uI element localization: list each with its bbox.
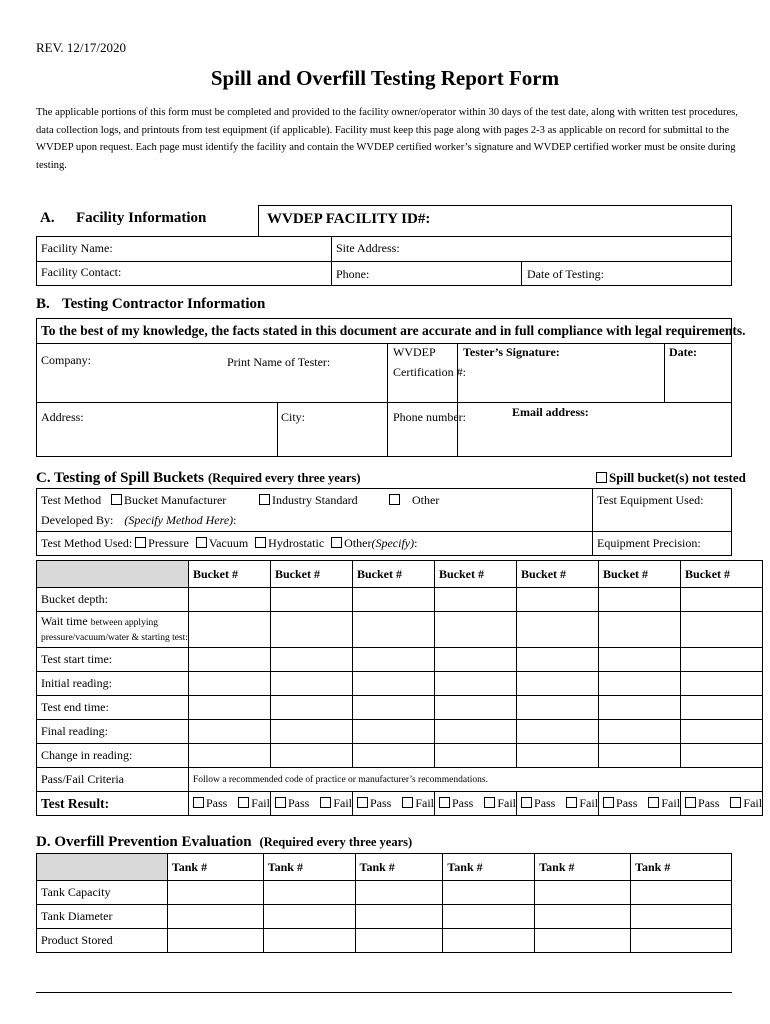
bucket-header: Bucket # xyxy=(435,561,517,588)
facility-name-field[interactable]: Facility Name: xyxy=(41,241,113,255)
address-field[interactable]: Address: xyxy=(41,410,84,424)
wait-time-label xyxy=(37,612,189,648)
input-cell[interactable] xyxy=(443,929,535,953)
facility-info-table xyxy=(36,236,732,286)
pass-checkbox[interactable] xyxy=(603,797,614,808)
wait-time-small-text: pressure/vacuum/water & starting test: xyxy=(41,632,188,643)
input-cell[interactable] xyxy=(517,672,599,696)
table-row xyxy=(37,768,763,792)
test-result-label: Test Result: xyxy=(37,792,189,816)
section-d-title: D. Overfill Prevention Evaluation xyxy=(36,834,252,850)
table-row xyxy=(37,881,732,905)
input-cell[interactable] xyxy=(599,648,681,672)
bucket-header: Bucket # xyxy=(681,561,763,588)
test-method-table xyxy=(36,488,732,556)
site-address-field[interactable]: Site Address: xyxy=(336,241,400,255)
row-label: Bucket depth: xyxy=(37,588,189,612)
tank-header-row xyxy=(37,854,732,881)
hydrostatic-label: Hydrostatic xyxy=(268,536,325,550)
input-cell[interactable] xyxy=(517,648,599,672)
city-field[interactable]: City: xyxy=(281,410,306,424)
fail-checkbox[interactable] xyxy=(566,797,577,808)
checkbox[interactable] xyxy=(111,494,122,505)
equipment-precision-field[interactable]: Equipment Precision: xyxy=(597,536,701,550)
table-row xyxy=(37,672,763,696)
table-row xyxy=(37,648,763,672)
result-cell xyxy=(681,792,763,816)
input-cell[interactable] xyxy=(167,905,263,929)
row-label: Test start time: xyxy=(37,648,189,672)
bucket-header: Bucket # xyxy=(270,561,352,588)
tester-signature-field[interactable]: Tester’s Signature: xyxy=(463,345,560,359)
facility-id-label: WVDEP FACILITY ID#: xyxy=(267,211,431,227)
test-result-row xyxy=(37,792,763,816)
fail-checkbox[interactable] xyxy=(320,797,331,808)
input-cell[interactable] xyxy=(188,612,270,648)
tank-header: Tank # xyxy=(263,854,355,881)
pass-label: Pass xyxy=(369,796,392,810)
specify-method-text: (Specify Method Here) xyxy=(124,513,234,527)
bucket-header-row xyxy=(37,561,763,588)
input-cell[interactable] xyxy=(270,648,352,672)
pass-label: Pass xyxy=(698,796,720,810)
email-field[interactable]: Email address: xyxy=(512,405,589,419)
section-d-subtitle: (Required every three years) xyxy=(259,835,413,849)
contractor-info-table xyxy=(36,318,746,457)
input-cell[interactable] xyxy=(352,672,434,696)
input-cell[interactable] xyxy=(188,696,270,720)
bucket-header: Bucket # xyxy=(599,561,681,588)
developed-by-field[interactable] xyxy=(41,513,237,528)
input-cell[interactable] xyxy=(263,905,355,929)
pass-checkbox[interactable] xyxy=(193,797,204,808)
fail-label: Fail xyxy=(251,796,270,810)
pass-checkbox[interactable] xyxy=(275,797,286,808)
section-a-letter: A. xyxy=(40,210,55,226)
row-label: Initial reading: xyxy=(37,672,189,696)
pass-checkbox[interactable] xyxy=(439,797,450,808)
input-cell[interactable] xyxy=(517,720,599,744)
intro-paragraph: The applicable portions of this form must be completed and provided to the facility owner/operator within 30 days of the test date, along with written test procedures, data collection logs, and printouts from test equipment (if applicable). Facility must keep this page along with pages 2-3 as applicable on record for submittal to the WVDEP upon request. Each page must identify the facility and contain the WVDEP certified worker’s signature and WVDEP certified worker must be onsite during testing. xyxy=(36,107,738,171)
input-cell[interactable] xyxy=(517,744,599,768)
not-tested-checkbox[interactable] xyxy=(596,472,607,483)
form-title: Spill and Overfill Testing Report Form xyxy=(210,66,560,90)
input-cell[interactable] xyxy=(681,744,763,768)
facility-id-box[interactable] xyxy=(258,205,732,237)
other-checkbox[interactable] xyxy=(331,537,342,548)
input-cell[interactable] xyxy=(631,881,732,905)
input-cell[interactable] xyxy=(270,672,352,696)
fail-label: Fail xyxy=(579,796,599,810)
section-a-title: Facility Information xyxy=(76,210,207,226)
tank-header: Tank # xyxy=(535,854,631,881)
input-cell[interactable] xyxy=(167,881,263,905)
input-cell[interactable] xyxy=(352,720,434,744)
developed-by-label: Developed By: xyxy=(41,513,114,527)
tank-header: Tank # xyxy=(355,854,443,881)
input-cell[interactable] xyxy=(443,905,535,929)
table-row xyxy=(37,744,763,768)
pass-label: Pass xyxy=(534,796,556,810)
pass-checkbox[interactable] xyxy=(685,797,696,808)
input-cell[interactable] xyxy=(631,905,732,929)
input-cell[interactable] xyxy=(517,588,599,612)
industry-standard-option[interactable] xyxy=(259,493,358,508)
section-b-letter: B. xyxy=(36,296,50,312)
input-cell[interactable] xyxy=(263,881,355,905)
section-c-heading xyxy=(36,469,361,487)
fail-label: Fail xyxy=(333,796,352,810)
footer-divider xyxy=(36,992,732,993)
pass-label: Pass xyxy=(287,796,310,810)
section-c-title: C. Testing of Spill Buckets xyxy=(36,470,204,486)
colon: : xyxy=(414,536,418,550)
bucket-header: Bucket # xyxy=(352,561,434,588)
pass-checkbox[interactable] xyxy=(357,797,368,808)
input-cell[interactable] xyxy=(263,929,355,953)
input-cell[interactable] xyxy=(270,612,352,648)
input-cell[interactable] xyxy=(599,720,681,744)
row-label: Tank Capacity xyxy=(37,881,168,905)
not-tested-label: Spill bucket(s) not tested xyxy=(609,470,746,485)
input-cell[interactable] xyxy=(443,881,535,905)
specify-text: (Specify) xyxy=(371,536,415,550)
table-row xyxy=(37,929,732,953)
input-cell[interactable] xyxy=(270,720,352,744)
row-label: Change in reading: xyxy=(37,744,189,768)
result-cell xyxy=(270,792,352,816)
option-label: Industry Standard xyxy=(272,493,358,507)
input-cell[interactable] xyxy=(188,720,270,744)
revision-date: REV. 12/17/2020 xyxy=(36,40,127,55)
fail-checkbox[interactable] xyxy=(484,797,495,808)
input-cell[interactable] xyxy=(352,612,434,648)
criteria-text: Follow a recommended code of practice or manufacturer’s recommendations. xyxy=(188,768,762,792)
vacuum-label: Vacuum xyxy=(208,536,249,550)
input-cell[interactable] xyxy=(188,672,270,696)
input-cell[interactable] xyxy=(681,696,763,720)
date-of-testing-field[interactable]: Date of Testing: xyxy=(527,267,604,281)
section-b-title: Testing Contractor Information xyxy=(62,296,266,312)
input-cell[interactable] xyxy=(599,672,681,696)
input-cell[interactable] xyxy=(355,905,443,929)
certification-field[interactable]: Certification #: xyxy=(393,365,466,379)
bucket-header: Bucket # xyxy=(188,561,270,588)
tank-header: Tank # xyxy=(443,854,535,881)
row-label: Product Stored xyxy=(37,929,168,953)
pass-label: Pass xyxy=(616,796,638,810)
fail-label: Fail xyxy=(743,796,763,810)
input-cell[interactable] xyxy=(517,696,599,720)
tester-name-field[interactable]: Print Name of Tester: xyxy=(227,355,331,369)
row-label: Tank Diameter xyxy=(37,905,168,929)
fail-checkbox[interactable] xyxy=(238,797,249,808)
other-label: Other xyxy=(344,536,372,550)
date-field[interactable]: Date: xyxy=(669,345,697,359)
fail-checkbox[interactable] xyxy=(402,797,413,808)
spill-bucket-table xyxy=(36,560,763,816)
input-cell[interactable] xyxy=(352,744,434,768)
input-cell[interactable] xyxy=(535,929,631,953)
input-cell[interactable] xyxy=(435,720,517,744)
result-cell xyxy=(517,792,599,816)
input-cell[interactable] xyxy=(435,612,517,648)
input-cell[interactable] xyxy=(681,648,763,672)
pass-label: Pass xyxy=(205,796,228,810)
input-cell[interactable] xyxy=(270,744,352,768)
facility-contact-field[interactable]: Facility Contact: xyxy=(41,265,122,279)
input-cell[interactable] xyxy=(435,588,517,612)
test-method-label: Test Method xyxy=(41,493,102,507)
pressure-label: Pressure xyxy=(148,536,189,550)
input-cell[interactable] xyxy=(535,881,631,905)
pass-label: Pass xyxy=(452,796,474,810)
input-cell[interactable] xyxy=(188,744,270,768)
input-cell[interactable] xyxy=(599,612,681,648)
input-cell[interactable] xyxy=(435,696,517,720)
input-cell[interactable] xyxy=(355,929,443,953)
wait-time-small-text: between applying xyxy=(90,617,158,628)
input-cell[interactable] xyxy=(599,588,681,612)
input-cell[interactable] xyxy=(188,588,270,612)
fail-checkbox[interactable] xyxy=(648,797,659,808)
input-cell[interactable] xyxy=(270,696,352,720)
input-cell[interactable] xyxy=(270,588,352,612)
colon: : xyxy=(233,513,237,527)
hydrostatic-checkbox[interactable] xyxy=(255,537,266,548)
wait-time-text: Wait time xyxy=(41,613,88,628)
input-cell[interactable] xyxy=(435,672,517,696)
input-cell[interactable] xyxy=(352,696,434,720)
tank-header: Tank # xyxy=(167,854,263,881)
result-cell xyxy=(188,792,270,816)
input-cell[interactable] xyxy=(681,672,763,696)
input-cell[interactable] xyxy=(681,612,763,648)
option-label: Bucket Manufacturer xyxy=(124,493,227,507)
result-cell xyxy=(599,792,681,816)
compliance-statement: To the best of my knowledge, the facts stated in this document are accurate and in full compliance with legal requirements. xyxy=(41,323,746,338)
table-row xyxy=(37,588,763,612)
wvdep-label: WVDEP xyxy=(393,345,436,359)
test-equipment-field[interactable]: Test Equipment Used: xyxy=(597,493,704,507)
bucket-header: Bucket # xyxy=(517,561,599,588)
pressure-checkbox[interactable] xyxy=(135,537,146,548)
fail-label: Fail xyxy=(415,796,434,810)
checkbox[interactable] xyxy=(389,494,400,505)
table-row xyxy=(37,720,763,744)
bucket-manufacturer-option[interactable] xyxy=(111,493,226,508)
input-cell[interactable] xyxy=(599,696,681,720)
table-row xyxy=(37,612,763,648)
pass-checkbox[interactable] xyxy=(521,797,532,808)
vacuum-checkbox[interactable] xyxy=(196,537,207,548)
input-cell[interactable] xyxy=(535,905,631,929)
input-cell[interactable] xyxy=(188,648,270,672)
fail-label: Fail xyxy=(661,796,681,810)
input-cell[interactable] xyxy=(681,720,763,744)
section-c-subtitle: (Required every three years) xyxy=(207,471,361,485)
company-field[interactable]: Company: xyxy=(41,353,91,367)
input-cell[interactable] xyxy=(352,648,434,672)
tank-header: Tank # xyxy=(631,854,732,881)
fail-label: Fail xyxy=(497,796,517,810)
option-label: Other xyxy=(412,493,440,507)
section-d-heading xyxy=(36,833,412,851)
table-row xyxy=(37,905,732,929)
input-cell[interactable] xyxy=(435,744,517,768)
table-row xyxy=(37,696,763,720)
header-blank-cell xyxy=(37,854,168,881)
input-cell[interactable] xyxy=(352,588,434,612)
row-label: Final reading: xyxy=(37,720,189,744)
test-method-used-label: Test Method Used: xyxy=(41,536,133,550)
phone-field[interactable]: Phone: xyxy=(336,267,370,281)
not-tested-option[interactable] xyxy=(596,470,746,486)
other-method-option[interactable] xyxy=(389,493,439,508)
test-method-used-row xyxy=(41,536,417,551)
header-blank-cell xyxy=(37,561,189,588)
overfill-table xyxy=(36,853,732,953)
input-cell[interactable] xyxy=(681,588,763,612)
result-cell xyxy=(435,792,517,816)
input-cell[interactable] xyxy=(631,929,732,953)
input-cell[interactable] xyxy=(355,881,443,905)
fail-checkbox[interactable] xyxy=(730,797,741,808)
row-label: Test end time: xyxy=(37,696,189,720)
input-cell[interactable] xyxy=(167,929,263,953)
row-label: Pass/Fail Criteria xyxy=(37,768,189,792)
checkbox[interactable] xyxy=(259,494,270,505)
input-cell[interactable] xyxy=(517,612,599,648)
phone-number-field[interactable]: Phone number: xyxy=(393,410,466,424)
result-cell xyxy=(352,792,434,816)
input-cell[interactable] xyxy=(435,648,517,672)
input-cell[interactable] xyxy=(599,744,681,768)
